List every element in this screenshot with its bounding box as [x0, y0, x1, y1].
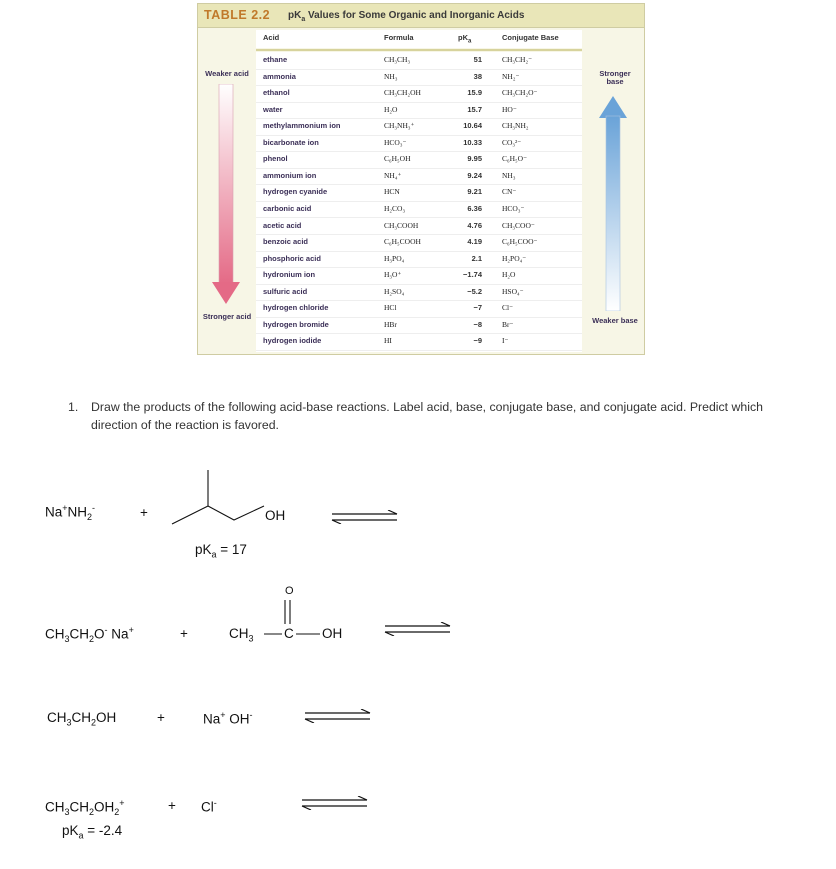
table-row	[256, 267, 582, 285]
table-header-bar	[198, 4, 644, 28]
pka-value: 6.36	[467, 203, 482, 213]
reaction3-ethanol: $CH_3CH_2OH$	[47, 710, 117, 728]
reaction2-plus: +	[180, 626, 188, 641]
conjugate-base: C₆H₅COO⁻	[502, 237, 538, 247]
pka-value: −9	[473, 336, 482, 346]
table-row	[256, 201, 582, 219]
acid-strength-arrow	[212, 84, 242, 306]
reaction4-protonated-ethanol: $CH_3CH_2OH_2^+$	[45, 798, 125, 818]
conjugate-base: I⁻	[502, 336, 509, 346]
pka-value: 2.1	[471, 253, 482, 263]
conjugate-base: CN⁻	[502, 187, 517, 197]
pka-table-figure	[197, 3, 645, 355]
column-headers	[256, 30, 582, 48]
pka-value: 4.19	[467, 237, 482, 247]
base-strength-arrow	[599, 96, 629, 311]
acid-formula: HBr	[384, 319, 397, 329]
conjugate-base: CH₃CH₂⁻	[502, 55, 533, 64]
question-number: 1.	[68, 400, 79, 414]
reaction1-reagent-sodium-amide: $Na^+NH_2^-$	[45, 503, 96, 523]
acetic-acid-oh: OH	[322, 626, 343, 641]
pka-value: −5.2	[467, 286, 482, 296]
conjugate-base: HO⁻	[502, 104, 517, 114]
pka-value: −1.74	[463, 270, 482, 280]
acid-formula: HCN	[384, 187, 400, 197]
table-row	[256, 251, 582, 269]
acid-name: benzoic acid	[263, 237, 309, 247]
equilibrium-arrow-3	[303, 709, 373, 723]
acetic-acid-ch3: $CH_3$	[229, 626, 254, 644]
acid-name: ethanol	[263, 88, 290, 98]
reaction2-sodium-ethoxide: $CH_3CH_2O^-$ Na+	[45, 625, 134, 645]
acid-formula: C₆H₅COOH	[384, 237, 421, 247]
acetic-acid-carbon: C	[284, 626, 294, 641]
pka-value: 9.95	[467, 154, 482, 164]
pka-value: 15.9	[467, 88, 482, 98]
conjugate-base: Br⁻	[502, 319, 514, 329]
reaction4-chloride: Cl-	[201, 798, 217, 815]
weaker-base-label: Weaker base	[592, 316, 638, 325]
pka-value: 10.33	[463, 137, 482, 147]
table-row	[256, 69, 582, 87]
acid-name: ethane	[263, 55, 288, 64]
table-row	[256, 234, 582, 252]
reaction1-pka: $pK_a = 17$	[195, 542, 247, 560]
table-row	[256, 52, 582, 70]
table-label: TABLE 2.2	[204, 8, 271, 22]
acid-name: bicarbonate ion	[263, 137, 319, 147]
weaker-acid-label: Weaker acid	[205, 69, 249, 78]
acid-formula: NH₃	[384, 71, 398, 81]
reaction1-plus: +	[140, 505, 148, 520]
reaction4-plus: +	[168, 798, 176, 813]
acid-name: hydrogen cyanide	[263, 187, 328, 197]
acid-name: hydrogen chloride	[263, 303, 329, 313]
table-row	[256, 85, 582, 103]
pka-value: −8	[473, 319, 482, 329]
acid-name: phenol	[263, 154, 288, 164]
pka-value: −7	[473, 303, 482, 313]
conjugate-base: H₂PO₄⁻	[502, 253, 527, 263]
conjugate-base: HSO₄⁻	[502, 286, 524, 296]
isobutanol-oh-label: OH	[265, 508, 286, 523]
acid-formula: C₆H₅OH	[384, 154, 411, 164]
equilibrium-arrow-2	[383, 622, 453, 636]
acid-formula: NH₄⁺	[384, 170, 402, 180]
conjugate-base: Cl⁻	[502, 303, 514, 313]
stronger-acid-label: Stronger acid	[202, 312, 252, 321]
table-row	[256, 118, 582, 136]
conjugate-base: NH₂⁻	[502, 71, 520, 81]
pka-value: 10.64	[463, 121, 482, 131]
reaction3-sodium-hydroxide: Na+ OH-	[203, 710, 253, 727]
table-row	[256, 102, 582, 120]
equilibrium-arrow-1	[330, 510, 400, 524]
conjugate-base: CH₃NH₂	[502, 121, 529, 131]
acid-formula: H₂SO₄	[384, 286, 405, 296]
table-row	[256, 300, 582, 318]
table-row	[256, 333, 582, 351]
conjugate-base: CH₃CH₂O⁻	[502, 88, 538, 98]
acid-name: hydrogen bromide	[263, 319, 329, 329]
table-row	[256, 135, 582, 153]
col-pka: $pK_a$	[458, 33, 472, 45]
acid-formula: CH₃CH₃	[384, 55, 411, 64]
conjugate-base: CO₃²⁻	[502, 137, 522, 147]
header-divider	[256, 49, 582, 51]
acid-formula: H₂CO₃	[384, 203, 406, 213]
stronger-base-label: Stronger base	[599, 69, 631, 86]
question-text: Draw the products of the following acid-base reactions. Label acid, base, conjugate base, and conjugate acid. Predict which direction of the reaction is favored.	[91, 400, 763, 432]
acid-formula: H₂O	[384, 104, 398, 114]
table-row	[256, 184, 582, 202]
pka-value: 9.21	[467, 187, 482, 197]
acid-formula: CH₃COOH	[384, 220, 419, 230]
equilibrium-arrow-4	[300, 796, 370, 810]
acid-name: water	[263, 104, 283, 114]
table-row	[256, 317, 582, 335]
isobutanol-structure	[168, 468, 274, 528]
acid-formula: HI	[384, 336, 392, 346]
acid-name: sulfuric acid	[263, 286, 308, 296]
table-title: $pK_a$ Values for Some Organic and Inorganic Acids	[288, 10, 525, 23]
acid-formula: HCO₃⁻	[384, 137, 407, 147]
acid-name: hydronium ion	[263, 270, 316, 280]
acid-formula: H₃O⁺	[384, 270, 402, 280]
pka-value: 51	[473, 55, 482, 64]
pka-value: 38	[473, 71, 482, 81]
pka-value: 9.24	[467, 170, 482, 180]
table-row	[256, 284, 582, 302]
acid-name: ammonia	[263, 71, 296, 81]
col-conjugate-base: Conjugate Base	[502, 33, 559, 42]
reaction4-pka: $pK_a = -2.4$	[62, 823, 123, 841]
acid-name: hydrogen iodide	[263, 336, 322, 346]
acid-name: phosphoric acid	[263, 253, 321, 263]
conjugate-base: NH₃	[502, 170, 516, 180]
acid-name: acetic acid	[263, 220, 302, 230]
acid-formula: H₃PO₄	[384, 253, 405, 263]
acid-formula: CH₃CH₂OH	[384, 88, 421, 98]
table-row	[256, 218, 582, 236]
acetic-acid-carbonyl-o: O	[285, 585, 294, 597]
conjugate-base: CH₃COO⁻	[502, 220, 535, 230]
acid-formula: CH₃NH₃⁺	[384, 121, 415, 131]
table-body	[256, 52, 582, 352]
col-acid: Acid	[263, 33, 280, 42]
acid-name: ammonium ion	[263, 170, 317, 180]
conjugate-base: H₂O	[502, 270, 516, 280]
reaction3-plus: +	[157, 710, 165, 725]
acid-name: carbonic acid	[263, 203, 312, 213]
acid-name: methylammonium ion	[263, 121, 341, 131]
acid-formula: HCl	[384, 303, 397, 313]
table-row	[256, 151, 582, 169]
pka-value: 15.7	[467, 104, 482, 114]
question-1	[68, 398, 808, 434]
pka-value: 4.76	[467, 220, 482, 230]
conjugate-base: C₆H₅O⁻	[502, 154, 528, 164]
conjugate-base: HCO₃⁻	[502, 203, 525, 213]
col-formula: Formula	[384, 33, 414, 42]
table-row	[256, 168, 582, 186]
